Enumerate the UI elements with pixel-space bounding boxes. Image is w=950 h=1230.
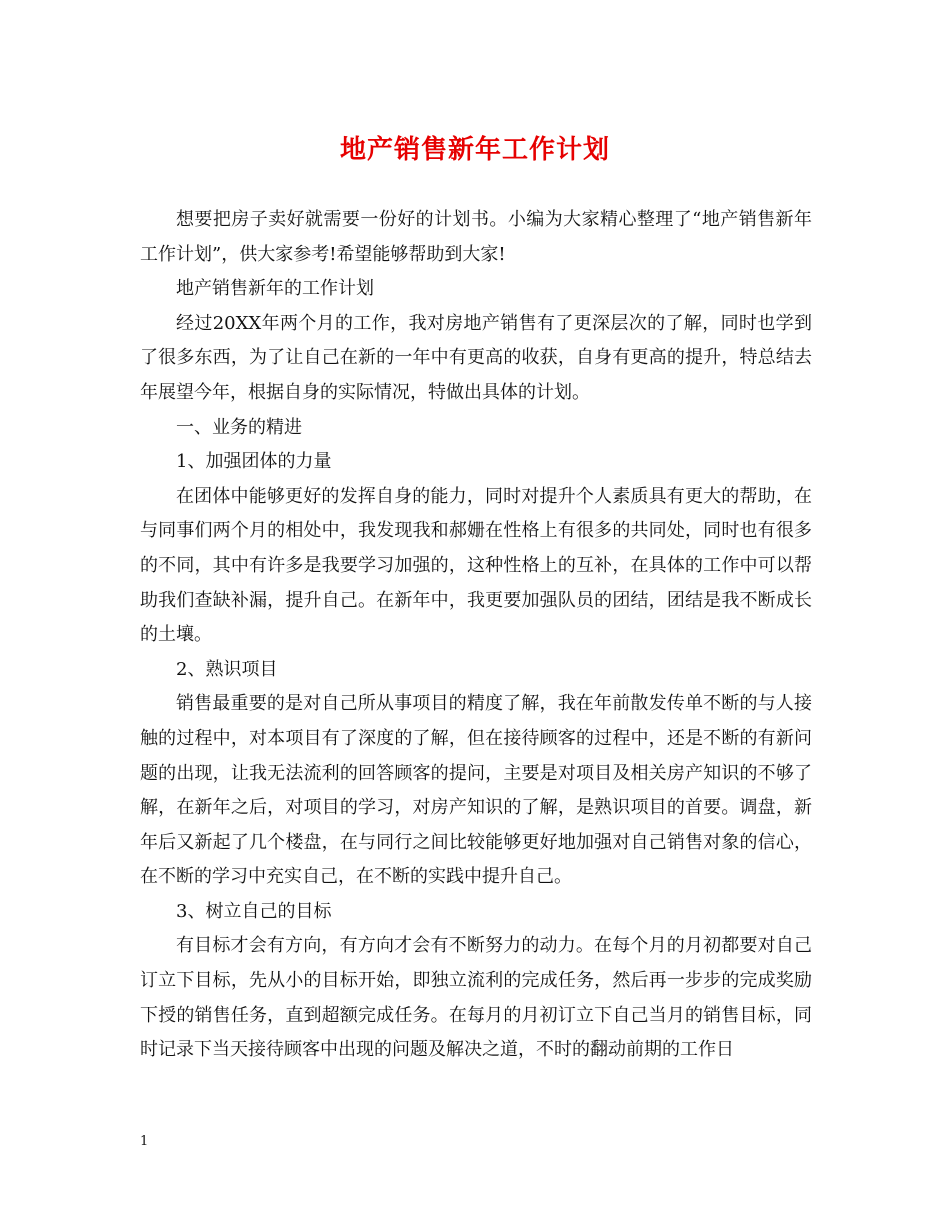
- page-number: 1: [140, 1134, 149, 1149]
- paragraph: 经过20XX年两个月的工作，我对房地产销售有了更深层次的了解，同时也学到了很多东西，为了让自己在新的一年中有更高的收获，自身有更高的提升，特总结去年展望今年，根据自身的实际情况，特做出具体的计划。: [140, 312, 812, 403]
- paragraph: 销售最重要的是对自己所从事项目的精度了解，我在年前散发传单不断的与人接触的过程中，对本项目有了深度的了解，但在接待顾客的过程中，还是不断的有新问题的出现，让我无法流利的回答顾客的提问，主要是对项目及相关房产知识的不够了解，在新年之后，对项目的学习，对房产知识的了解，是熟识项目的首要。调盘，新年后又新起了几个楼盘，在与同行之间比较能够更好地加强对自己销售对象的信心，在不断的学习中充实自己，在不断的实践中提升自己。: [140, 693, 812, 888]
- paragraph: 有目标才会有方向，有方向才会有不断努力的动力。在每个月的月初都要对自己订立下目标，先从小的目标开始，即独立流利的完成任务，然后再一步步的完成奖励下授的销售任务，直到超额完成任务。在每月的月初订立下自己当月的销售目标，同时记录下当天接待顾客中出现的问题及解决之道，不时的翻动前期的工作日: [140, 935, 812, 1061]
- subsection-heading: 2、熟识项目: [176, 658, 278, 680]
- paragraph: 想要把房子卖好就需要一份好的计划书。小编为大家精心整理了“地产销售新年工作计划”，供大家参考!希望能够帮助到大家!: [140, 209, 812, 265]
- document-title: 地产销售新年工作计划: [339, 135, 610, 165]
- document-body: [140, 203, 812, 1068]
- subsection-heading: 3、树立自己的目标: [176, 900, 332, 922]
- paragraph: 地产销售新年的工作计划: [176, 278, 374, 300]
- paragraph: 在团体中能够更好的发挥自身的能力，同时对提升个人素质具有更大的帮助，在与同事们两个月的相处中，我发现我和郝姗在性格上有很多的共同处，同时也有很多的不同，其中有许多是我要学习加强的，这种性格上的互补，在具体的工作中可以帮助我们查缺补漏，提升自己。在新年中，我更要加强队员的团结，团结是我不断成长的土壤。: [140, 485, 812, 646]
- subsection-heading: 1、加强团体的力量: [176, 451, 332, 473]
- section-heading: 一、业务的精进: [176, 416, 302, 438]
